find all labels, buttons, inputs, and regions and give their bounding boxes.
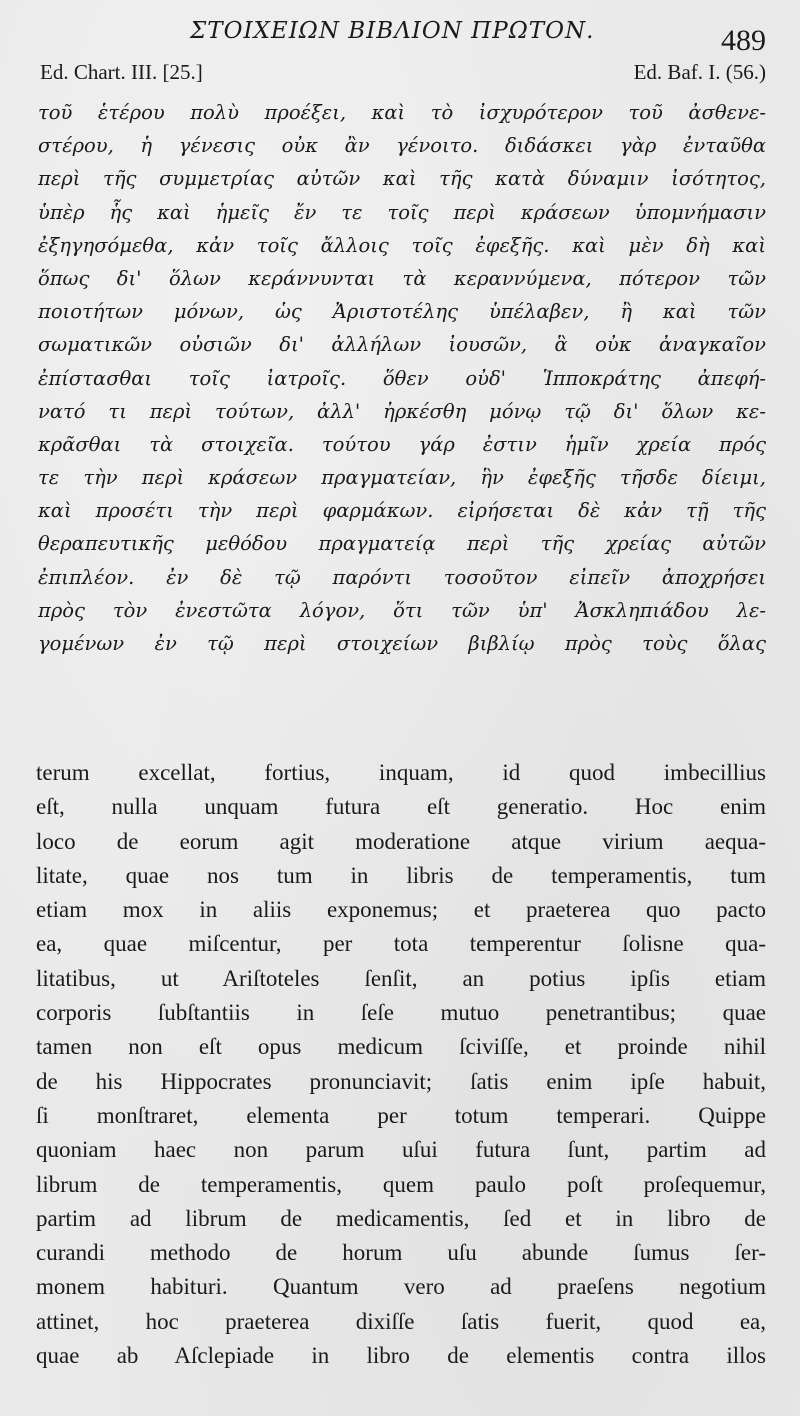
edition-references [40,60,766,90]
latin-text-line: tamen non eſt opus medicum ſciviſſe, et proinde nihil [36,1034,766,1060]
latin-text-line: loco de eorum agit moderatione atque virium aequa- [36,828,766,854]
greek-text-line: ὑπὲρ ἧς καὶ ἡμεῖς ἔν τε τοῖς περὶ κράσεων ὑπομνήμασιν [38,200,766,224]
greek-text-line: κρᾶσθαι τὰ στοιχεῖα. τούτου γάρ ἐστιν ἡμῖν χρεία πρός [38,432,766,456]
greek-text-line: ἐξηγησόμεθα, κἀν τοῖς ἄλλοις τοῖς ἐφεξῆς. καὶ μὲν δὴ καὶ [38,233,766,257]
greek-text-line: στέρου, ἡ γένεσις οὐκ ἂν γένοιτο. διδάσκει γὰρ ἐνταῦθα [38,134,766,158]
greek-text-line: περὶ τῆς συμμετρίας αὐτῶν καὶ τῆς κατὰ δύναμιν ἰσότητος, [38,167,766,191]
latin-text-line: terum excellat, fortius, inquam, id quod imbecillius [36,760,766,785]
page-number: 489 [721,24,766,57]
latin-text-line: litatibus, ut Ariſtoteles ſenſit, an potius ipſis etiam [36,965,766,991]
latin-text-line: curandi methodo de horum uſu abunde ſumus ſer- [36,1240,766,1266]
latin-text-line: de his Hippocrates pronunciavit; ſatis enim ipſe habuit, [36,1068,766,1094]
greek-text-block [38,96,766,660]
greek-text-line: γομένων ἐν τῷ περὶ στοιχείων βιβλίῳ πρὸς τοὺς ὅλας [38,632,766,655]
edition-reference-basel: Ed. Baf. I. (56.) [633,60,766,84]
latin-text-line: etiam mox in aliis exponemus; et praeterea quo pacto [36,897,766,923]
latin-text-line: quae ab Aſclepiade in libro de elementis contra illos [36,1343,766,1369]
greek-text-line: ποιοτήτων μόνων, ὡς Ἀριστοτέλης ὑπέλαβεν, ἢ καὶ τῶν [38,300,766,324]
latin-text-line: ſi monſtraret, elementa per totum temperari. Quippe [36,1102,766,1128]
latin-text-line: litate, quae nos tum in libris de temperamentis, tum [36,862,766,888]
latin-text-line: monem habituri. Quantum vero ad praeſens negotium [36,1274,766,1300]
latin-text-line: attinet, hoc praeterea dixiſſe ſatis fuerit, quod ea, [36,1308,766,1334]
edition-reference-chartier: Ed. Chart. III. [25.] [40,60,203,84]
latin-text-line: partim ad librum de medicamentis, ſed et in libro de [36,1205,766,1231]
greek-text-line: ἐπίστασθαι τοῖς ἰατροῖς. ὅθεν οὐδ' Ἱπποκράτης ἀπεφή- [38,366,766,390]
greek-text-line: πρὸς τὸν ἐνεστῶτα λόγον, ὅτι τῶν ὑπ' Ἀσκληπιάδου λε- [38,598,766,622]
greek-text-line: θεραπευτικῆς μεθόδου πραγματείᾳ περὶ τῆς χρείας αὐτῶν [38,532,766,556]
greek-text-line: τοῦ ἑτέρου πολὺ προέξει, καὶ τὸ ἰσχυρότερον τοῦ ἀσθενε- [38,101,766,124]
greek-text-line: ἐπιπλέον. ἐν δὲ τῷ παρόντι τοσοῦτον εἰπεῖν ἀποχρήσει [38,565,766,589]
latin-text-line: eſt, nulla unquam futura eſt generatio. Hoc enim [36,794,766,820]
running-title: ΣΤΟΙΧΕΙΩΝ ΒΙΒΛΙΟΝ ΠΡΩΤΟΝ. [190,18,595,44]
latin-text-block [36,756,766,1373]
greek-text-line: νατό τι περὶ τούτων, ἀλλ' ἠρκέσθη μόνῳ τῷ δι' ὅλων κε- [38,399,766,423]
running-head [0,14,800,57]
greek-text-line: καὶ προσέτι τὴν περὶ φαρμάκων. εἰρήσεται δὲ κἀν τῇ τῆς [38,499,766,523]
latin-text-line: quoniam haec non parum uſui futura ſunt, partim ad [36,1137,766,1163]
greek-text-line: σωματικῶν οὐσιῶν δι' ἀλλήλων ἰουσῶν, ἃ οὐκ ἀναγκαῖον [38,333,766,357]
latin-text-line: corporis ſubſtantiis in ſeſe mutuo penetrantibus; quae [36,1000,766,1026]
latin-text-line: ea, quae miſcentur, per tota temperentur ſolisne qua- [36,931,766,957]
greek-text-line: ὅπως δι' ὅλων κεράννυνται τὰ κεραννύμενα, πότερον τῶν [38,266,766,290]
latin-text-line: librum de temperamentis, quem paulo poſt proſequemur, [36,1171,766,1197]
greek-text-line: τε τὴν περὶ κράσεων πραγματείαν, ἣν ἐφεξῆς τῆσδε δίειμι, [38,466,766,490]
